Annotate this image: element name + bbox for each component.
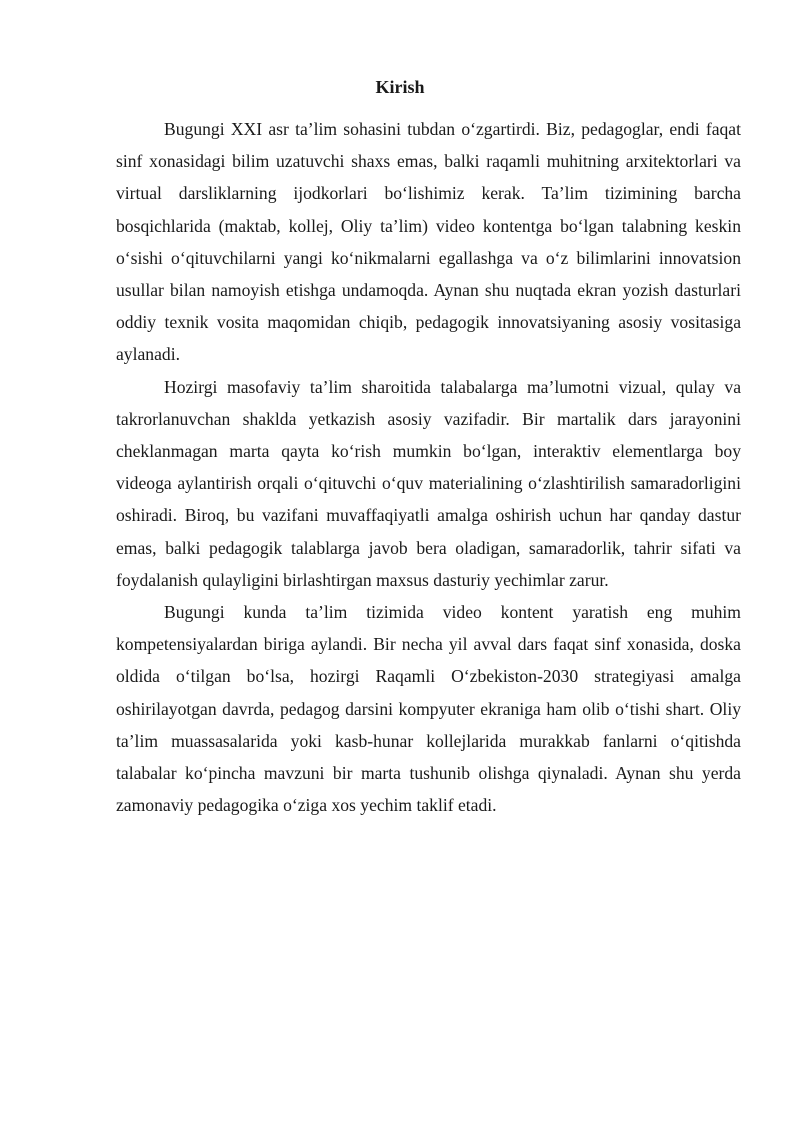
document-body [116,113,741,821]
paragraph-3: Bugungi kunda ta’lim tizimida video kontent yaratish eng muhim kompetensiyalardan biriga aylandi. Bir necha yil avval dars faqat sinf xonasida, doska oldida o‘tilgan bo‘lsa, hozirgi Raqamli O‘zbekiston-2030 strategiyasi amalga oshirilayotgan davrda, pedagog darsini kompyuter ekraniga ham olib o‘tishi shart. Oliy ta’lim muassasalarida yoki kasb-hunar kollejlarida murakkab fanlarni o‘qitishda talabalar ko‘pincha mavzuni bir marta tushunib olishga qiynaladi. Aynan shu yerda zamonaviy pedagogika o‘ziga xos yechim taklif etadi. [116,602,741,816]
paragraph-1: Bugungi XXI asr ta’lim sohasini tubdan o‘zgartirdi. Biz, pedagoglar, endi faqat sinf xonasidagi bilim uzatuvchi shaxs emas, balki raqamli muhitning arxitektorlari va virtual darsliklarning ijodkorlari bo‘lishimiz kerak. Ta’lim tizimining barcha bosqichlarida (maktab, kollej, Oliy ta’lim) video kontentga bo‘lgan talabning keskin o‘sishi o‘qituvchilarni yangi ko‘nikmalarni egallashga va o‘z bilimlarini innovatsion usullar bilan namoyish etishga undamoqda. Aynan shu nuqtada ekran yozish dasturlari oddiy texnik vosita maqomidan chiqib, pedagogik innovatsiyaning asosiy vositasiga aylanadi. [116,119,741,365]
page-title: Kirish [375,77,425,97]
paragraph-2: Hozirgi masofaviy ta’lim sharoitida talabalarga ma’lumotni vizual, qulay va takrorlanuvchan shaklda yetkazish asosiy vazifadir. Bir martalik dars jarayonini cheklanmagan marta qayta ko‘rish mumkin bo‘lgan, interaktiv elementlarga boy videoga aylantirish orqali o‘qituvchi o‘quv materialining o‘zlashtirilish samaradorligini oshiradi. Biroq, bu vazifani muvaffaqiyatli amalga oshirish uchun har qanday dastur emas, balki pedagogik talablarga javob bera oladigan, samaradorlik, tahrir sifati va foydalanish qulayligini birlashtirgan maxsus dasturiy yechimlar zarur. [116,376,741,590]
